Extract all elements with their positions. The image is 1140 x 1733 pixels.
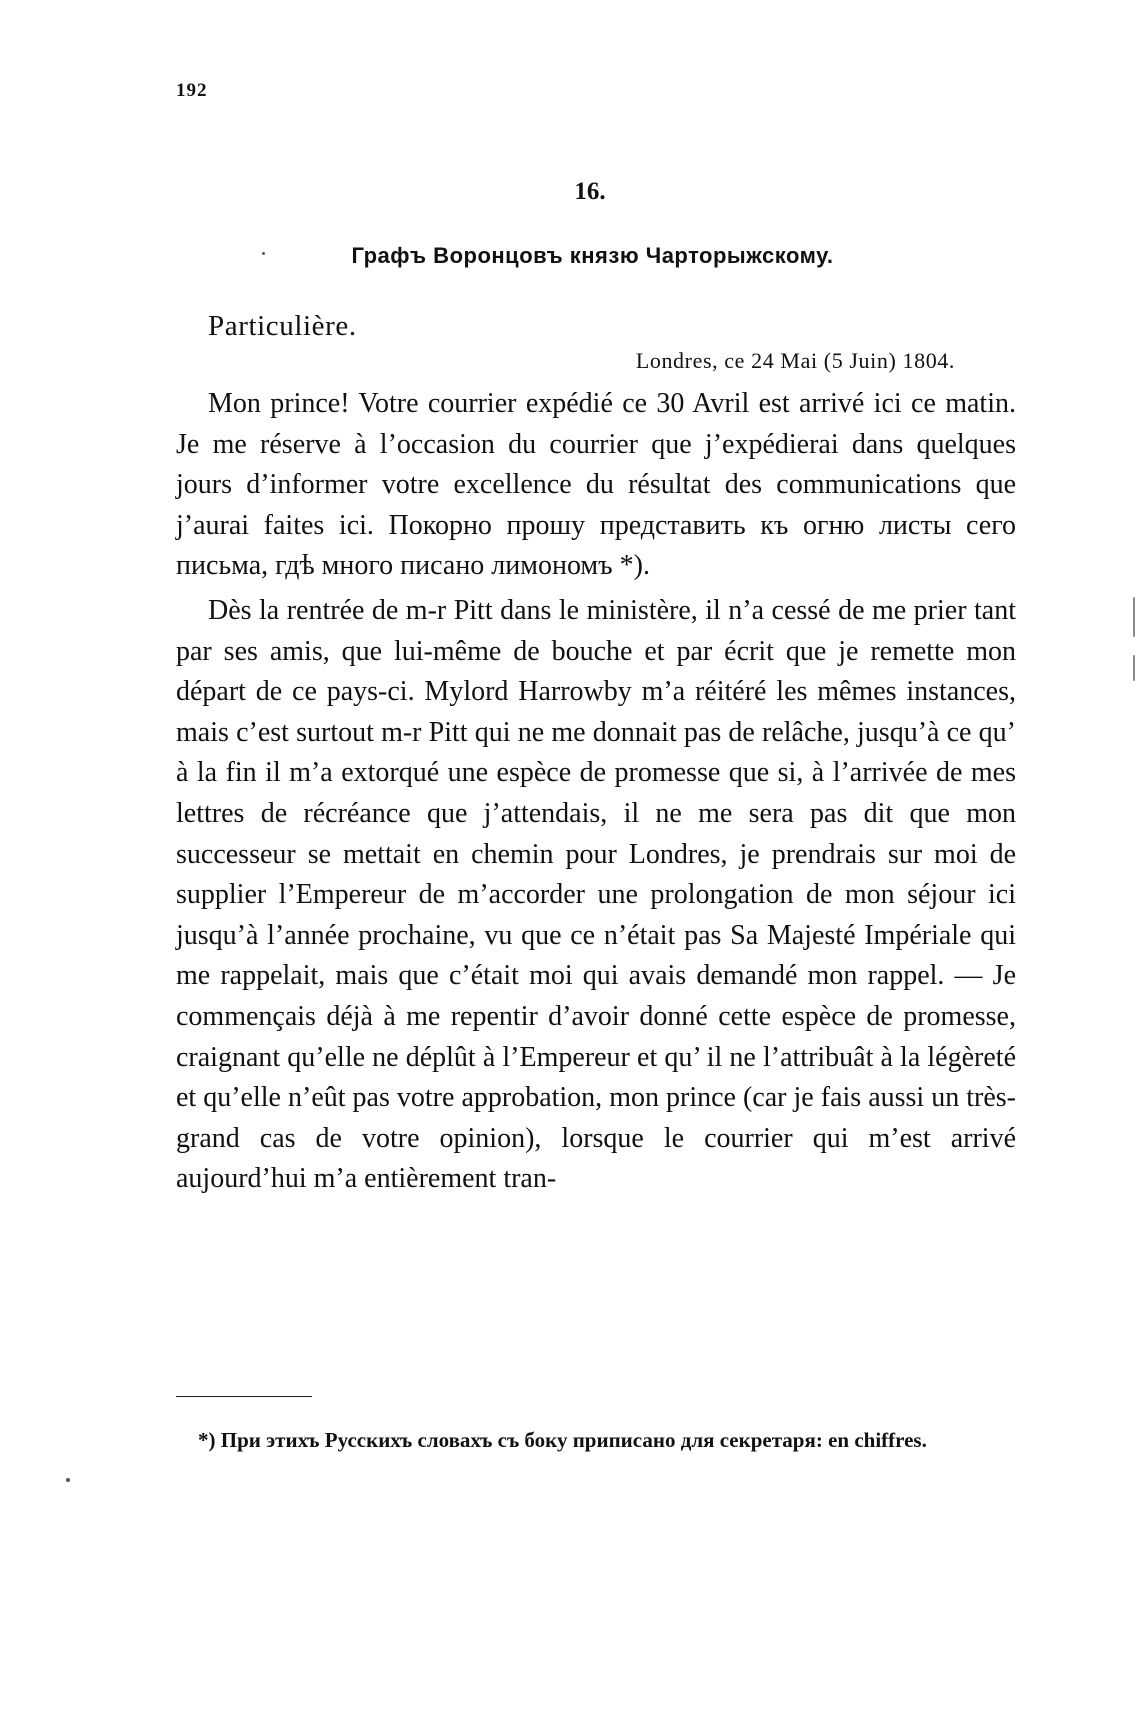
letter-marking: Particulière. [208,310,357,342]
print-speck [1133,655,1135,681]
page-number: 192 [176,80,208,101]
letter-body [176,384,1016,1200]
print-speck [1133,597,1135,637]
letter-dateline: Londres, ce 24 Mai (5 Juin) 1804. [635,348,955,373]
print-speck [262,252,265,255]
footnote-text: *) При этихъ Русскихъ словахъ съ боку приписано для секретаря: en chiffres. [198,1428,927,1452]
letter-heading: Графъ Воронцовъ князю Чарторыжскому. [351,243,834,268]
footnote [176,1424,1016,1456]
letter-number: 16. [574,178,606,205]
footnote-divider [176,1396,312,1397]
print-speck [66,1478,70,1482]
body-paragraph-2: Dès la rentrée de m-r Pitt dans le ministère, il n’a cessé de me prier tant par ses amis, que lui-même de bouche et par écrit que je remette mon départ de ce pays-ci. Mylord Harrowby m’a réitéré les mêmes instances, mais c’est surtout m-r Pitt qui ne me donnait pas de relâche, jusqu’à ce qu’ à la fin il m’a extorqué une espèce de promesse que si, à l’arrivée de mes lettres de récréance que j’attendais, il ne me sera pas dit que mon successeur se mettait en chemin pour Londres, je prendrais sur moi de supplier l’Empereur de m’accorder une prolongation de mon séjour ici jusqu’à l’année prochaine, vu que ce n’était pas Sa Majesté Impériale qui me rappelait, mais que c’était moi qui avais demandé mon rappel. — Je commençais déjà à me repentir d’avoir donné cette espèce de promesse, craignant qu’elle ne déplût à l’Empereur et qu’ il ne l’attribuât à la légèreté et qu’elle n’eût pas votre approbation, mon prince (car je fais aussi un très-grand cas de votre opinion), lorsque le courrier qui m’est arrivé aujourd’hui m’a entièrement tran- [176,594,1016,1195]
body-paragraph-1: Mon prince! Votre courrier expédié ce 30 Avril est arrivé ici ce matin. Je me réserve à l’occasion du courrier que j’expédierai dans quelques jours d’informer votre excellence du résultat des communications que j’aurai faites ici. Покорно прошу представить къ огню листы сего письма, гдѣ много писано лимономъ *). [176,388,1016,582]
